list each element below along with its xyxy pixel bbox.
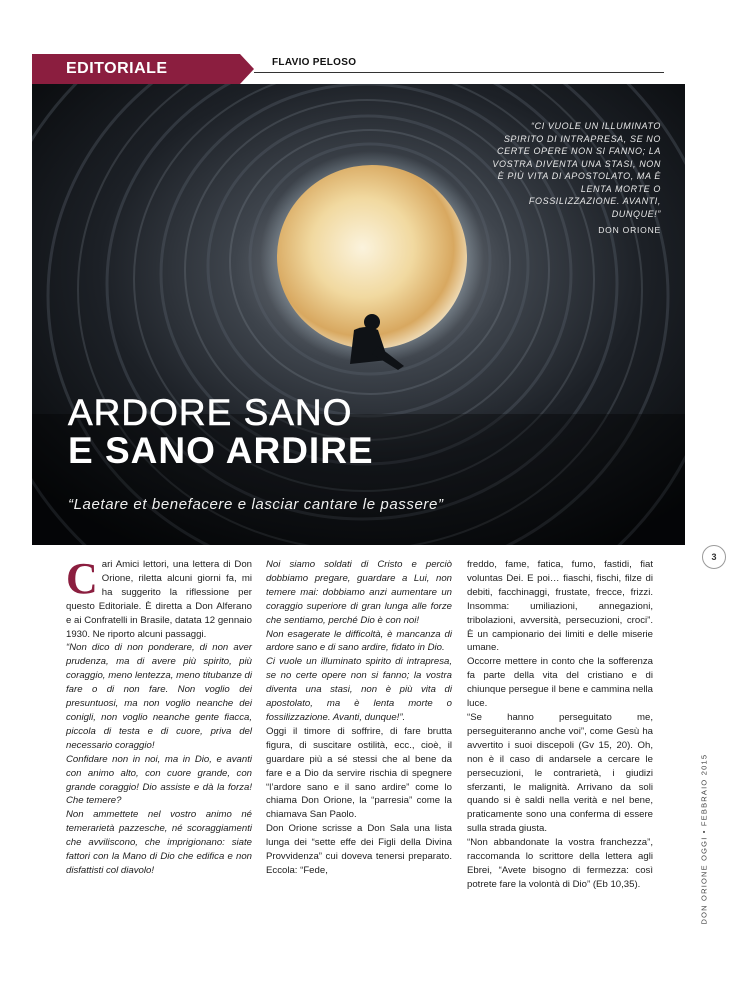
paragraph: Occorre mettere in conto che la sofferenza fa parte della vita del cristiano e di chiunque persegue il bene e cammina nella luce. [467,656,653,710]
section-label: EDITORIALE [66,60,168,77]
text-column-2 [266,558,452,878]
article-title [68,394,374,470]
title-line-2: E SANO ARDIRE [68,430,374,471]
paragraph: “Non dico di non ponderare, di non aver prudenza, ma di avere più spirito, più coraggio, meno lentezza, meno titubanze di fare o di non fare. Non voglio dei presuntuosi, ma non voglio neanche dei conigli, non voglio neanche gente fiacca, piccola di testa e di cuore, priva del necessario coraggio! [66,642,252,751]
paragraph: Don Orione scrisse a Don Sala una lista lunga dei “sette effe dei Figli della Divina Provvidenza” cui doveva tenersi preparato. Eccola: “Fede, [266,823,452,876]
paragraph: Ci vuole un illuminato spirito di intrapresa, se no certe opere non si fanno; la vostra diventa una stasi, non è più vita di apostolato, ma è lenta morte o fossilizzazione. Avanti, dunque!”. [266,656,452,723]
text-column-3 [467,558,653,892]
side-running-text: DON ORIONE OGGI • FEBBRAIO 2015 [699,753,709,925]
pull-quote [491,120,661,237]
title-line-1: ARDORE SANO [68,392,353,433]
paragraph: Confidare non in noi, ma in Dio, e avanti con animo alto, con cuore grande, con grande coraggio! Dio assiste e dà la forza! Che temere? [66,753,252,807]
side-running-head [680,753,710,930]
paragraph: Oggi il timore di soffrire, di fare brutta figura, di suscitare ostilità, ecc., cioè, il guardare più a sé stessi che al bene da fare e a Dio da servire rischia di spegnere “l’ardore sano e il sano ardire” come lo chiama Don Orione, la “parresia” come la chiamava San Paolo. [266,725,452,821]
section-tab [32,54,254,84]
paragraph-text: ari Amici lettori, una lettera di Don Orione, riletta alcuni giorni fa, mi ha suggerito la riflessione per questo Editoriale. È diretta a Don Alferano e ai Confratelli in Brasile, datata 12 gennaio 1930. Ne riporto alcuni passaggi. [66,559,252,640]
paragraph: “Se hanno perseguitato me, perseguiteranno anche voi”, come Gesù ha avvertito i suoi discepoli (Gv 15, 20). Oh, non è il caso di andarsele a cercare le persecuzioni, le contrarietà, i giudizi sferzanti, le malignità. Arrivano da soli quando si è saldi nella verità e nel bene, praticamente sono una conferma di essere sulla strada giusta. [467,711,653,835]
pull-quote-text: “CI VUOLE UN ILLUMINATO SPIRITO DI INTRAPRESA, SE NO CERTE OPERE NON SI FANNO; LA VOSTRA DIVENTA UNA STASI, NON È PIÙ VITA DI APOSTOLATO, MA È LENTA MORTE O FOSSILIZZAZIONE. AVANTI, DUNQUE!” [492,121,661,219]
paragraph [66,554,252,641]
header-rule [254,72,664,73]
page-number: 3 [702,545,726,569]
paragraph: freddo, fame, fatica, fumo, fastidi, fiat voluntas Dei. E poi… fiaschi, fischi, filze di debiti, facchinaggi, frustate, frecce, frizzi. Insomma: umiliazioni, annegazioni, tribolazioni, avversità, persecuzioni, croci”. È un campionario dei limiti e delle miserie umane. [467,559,653,654]
text-column-1 [66,554,252,878]
article-subtitle: “Laetare et benefacere e lasciar cantare le passere” [68,496,444,513]
pull-quote-source: DON ORIONE [598,225,661,235]
paragraph: Non ammettete nel vostro animo né temerarietà pazzesche, né scoraggiamenti che avviliscono, che imprigionano: siate fattori con la Mano di Dio che edifica e non disfattisti col diavolo! [66,809,252,876]
drop-cap: C [66,554,98,603]
paragraph: Non esagerate le difficoltà, è mancanza di ardore sano e di sano ardire, fidato in Dio. [266,628,452,654]
hero-image [32,84,685,545]
paragraph: Noi siamo soldati di Cristo e perciò dobbiamo pregare, guardare a Lui, non temere mai: dobbiamo anzi aumentare un coraggio superiore di gran lunga alle forze che sentiamo, perché Dio è con noi! [266,559,452,626]
author-name: FLAVIO PELOSO [272,57,357,68]
paragraph: “Non abbandonate la vostra franchezza”, raccomanda lo scrittore della lettera agli Ebrei, “Avete bisogno di fermezza: così potrete fare la volontà di Dio” (Eb 10,35). [467,837,653,890]
